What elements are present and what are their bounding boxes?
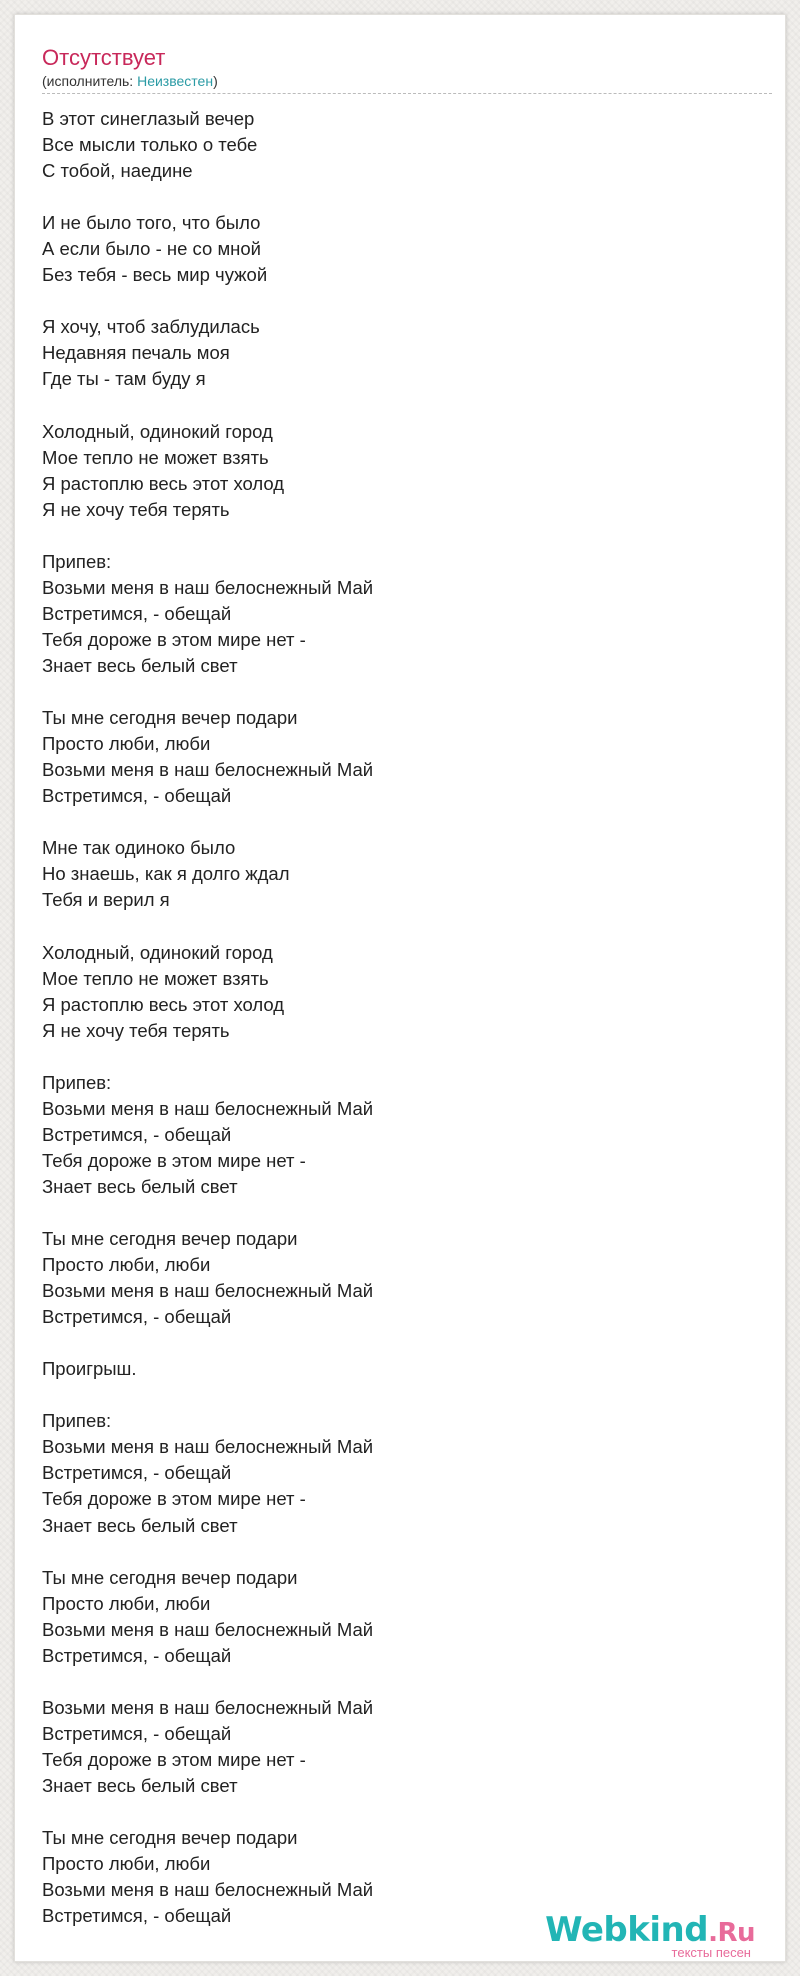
lyrics-text: [42, 106, 742, 1929]
lyrics-line: Встретимся, - обещай: [42, 1123, 232, 1145]
lyrics-line: Знает весь белый свет: [42, 1775, 238, 1796]
lyrics-line: Припев:: [42, 1071, 112, 1093]
lyrics-line: Тебя дороже в этом мире нет -: [42, 1748, 306, 1770]
lyrics-line: Ты мне сегодня вечер подари: [42, 1827, 298, 1849]
lyrics-blank-line: [42, 1382, 742, 1408]
lyrics-line: Просто люби, люби: [42, 733, 211, 755]
title-divider: [42, 93, 772, 94]
lyrics-line: Холодный, одинокий город: [42, 420, 273, 442]
lyrics-line: Тебя дороже в этом мире нет -: [42, 1488, 306, 1510]
lyrics-line: Просто люби, люби: [42, 1853, 211, 1875]
lyrics-line: Возьми меня в наш белоснежный Май: [42, 1280, 374, 1302]
lyrics-line: Знает весь белый свет: [42, 654, 238, 676]
lyrics-line: Просто люби, люби: [42, 1254, 211, 1276]
lyrics-line: Встретимся, - обещай: [42, 1722, 232, 1744]
lyrics-line: Встретимся, - обещай: [42, 1306, 232, 1328]
lyrics-line: Встретимся, - обещай: [42, 785, 232, 807]
lyrics-blank-line: [42, 809, 742, 835]
lyrics-line: А если было - не со мной: [42, 238, 262, 260]
lyrics-line: Возьми меня в наш белоснежный Май: [42, 1097, 374, 1119]
lyrics-blank-line: [42, 393, 742, 419]
lyrics-line: Встретимся, - обещай: [42, 1644, 232, 1666]
lyrics-line: Ты мне сегодня вечер подари: [42, 1566, 298, 1588]
lyrics-blank-line: [42, 184, 742, 210]
lyrics-line: С тобой, наедине: [42, 160, 193, 182]
lyrics-blank-line: [42, 679, 742, 705]
lyrics-blank-line: [42, 1044, 742, 1070]
lyrics-line: Мое тепло не может взять: [42, 967, 269, 989]
lyrics-line: Я растоплю весь этот холод: [42, 993, 285, 1015]
lyrics-line: Знает весь белый свет: [42, 1514, 238, 1536]
lyrics-line: Мне так одиноко было: [42, 837, 236, 859]
lyrics-blank-line: [42, 288, 742, 314]
lyrics-line: И не было того, что было: [42, 212, 261, 234]
lyrics-line: Я не хочу тебя терять: [42, 1019, 230, 1041]
artist-line: [42, 72, 218, 90]
lyrics-line: Возьми меня в наш белоснежный Май: [42, 576, 374, 598]
lyrics-line: Я растоплю весь этот холод: [42, 472, 285, 494]
lyrics-line: Я хочу, чтоб заблудилась: [42, 316, 260, 338]
lyrics-line: Ты мне сегодня вечер подари: [42, 707, 298, 729]
lyrics-blank-line: [42, 913, 742, 939]
lyrics-blank-line: [42, 1200, 742, 1226]
lyrics-line: Но знаешь, как я долго ждал: [42, 863, 290, 885]
lyrics-line: Тебя и верил я: [42, 889, 170, 911]
logo-tagline: тексты песен: [671, 1945, 751, 1960]
lyrics-line: Где ты - там буду я: [42, 368, 206, 390]
lyrics-line: Встретимся, - обещай: [42, 1905, 232, 1927]
artist-suffix: ): [213, 73, 218, 89]
lyrics-line: Без тебя - весь мир чужой: [42, 264, 268, 286]
artist-link[interactable]: Неизвестен: [137, 73, 214, 89]
lyrics-blank-line: [42, 523, 742, 549]
song-title: Отсутствует: [42, 45, 166, 70]
lyrics-line: Тебя дороже в этом мире нет -: [42, 1149, 306, 1171]
lyrics-line: Возьми меня в наш белоснежный Май: [42, 1618, 374, 1640]
lyrics-blank-line: [42, 1669, 742, 1695]
lyrics-line: Я не хочу тебя терять: [42, 498, 230, 520]
lyrics-line: Встретимся, - обещай: [42, 1462, 232, 1484]
lyrics-line: Возьми меня в наш белоснежный Май: [42, 1436, 374, 1458]
lyrics-line: Проигрыш.: [42, 1358, 137, 1380]
lyrics-line: Знает весь белый свет: [42, 1175, 238, 1197]
lyrics-line: Недавняя печаль моя: [42, 342, 230, 364]
lyrics-card: [14, 14, 786, 1962]
logo-tld-text: .Ru: [708, 1918, 755, 1948]
site-logo[interactable]: [545, 1912, 755, 1960]
lyrics-line: Возьми меня в наш белоснежный Май: [42, 1879, 374, 1901]
lyrics-line: Холодный, одинокий город: [42, 941, 273, 963]
logo-main-text: Webkind: [545, 1910, 709, 1950]
lyrics-line: Припев:: [42, 550, 112, 572]
lyrics-line: Возьми меня в наш белоснежный Май: [42, 759, 374, 781]
lyrics-blank-line: [42, 1330, 742, 1356]
lyrics-blank-line: [42, 1539, 742, 1565]
lyrics-line: Просто люби, люби: [42, 1592, 211, 1614]
lyrics-line: Возьми меня в наш белоснежный Май: [42, 1696, 374, 1718]
lyrics-blank-line: [42, 1799, 742, 1825]
lyrics-line: Припев:: [42, 1410, 112, 1432]
lyrics-line: Все мысли только о тебе: [42, 134, 258, 156]
lyrics-line: Ты мне сегодня вечер подари: [42, 1228, 298, 1250]
lyrics-line: В этот синеглазый вечер: [42, 108, 255, 129]
artist-prefix: (исполнитель:: [42, 73, 138, 89]
lyrics-line: Тебя дороже в этом мире нет -: [42, 628, 306, 650]
lyrics-line: Встретимся, - обещай: [42, 602, 232, 624]
lyrics-line: Мое тепло не может взять: [42, 446, 269, 468]
